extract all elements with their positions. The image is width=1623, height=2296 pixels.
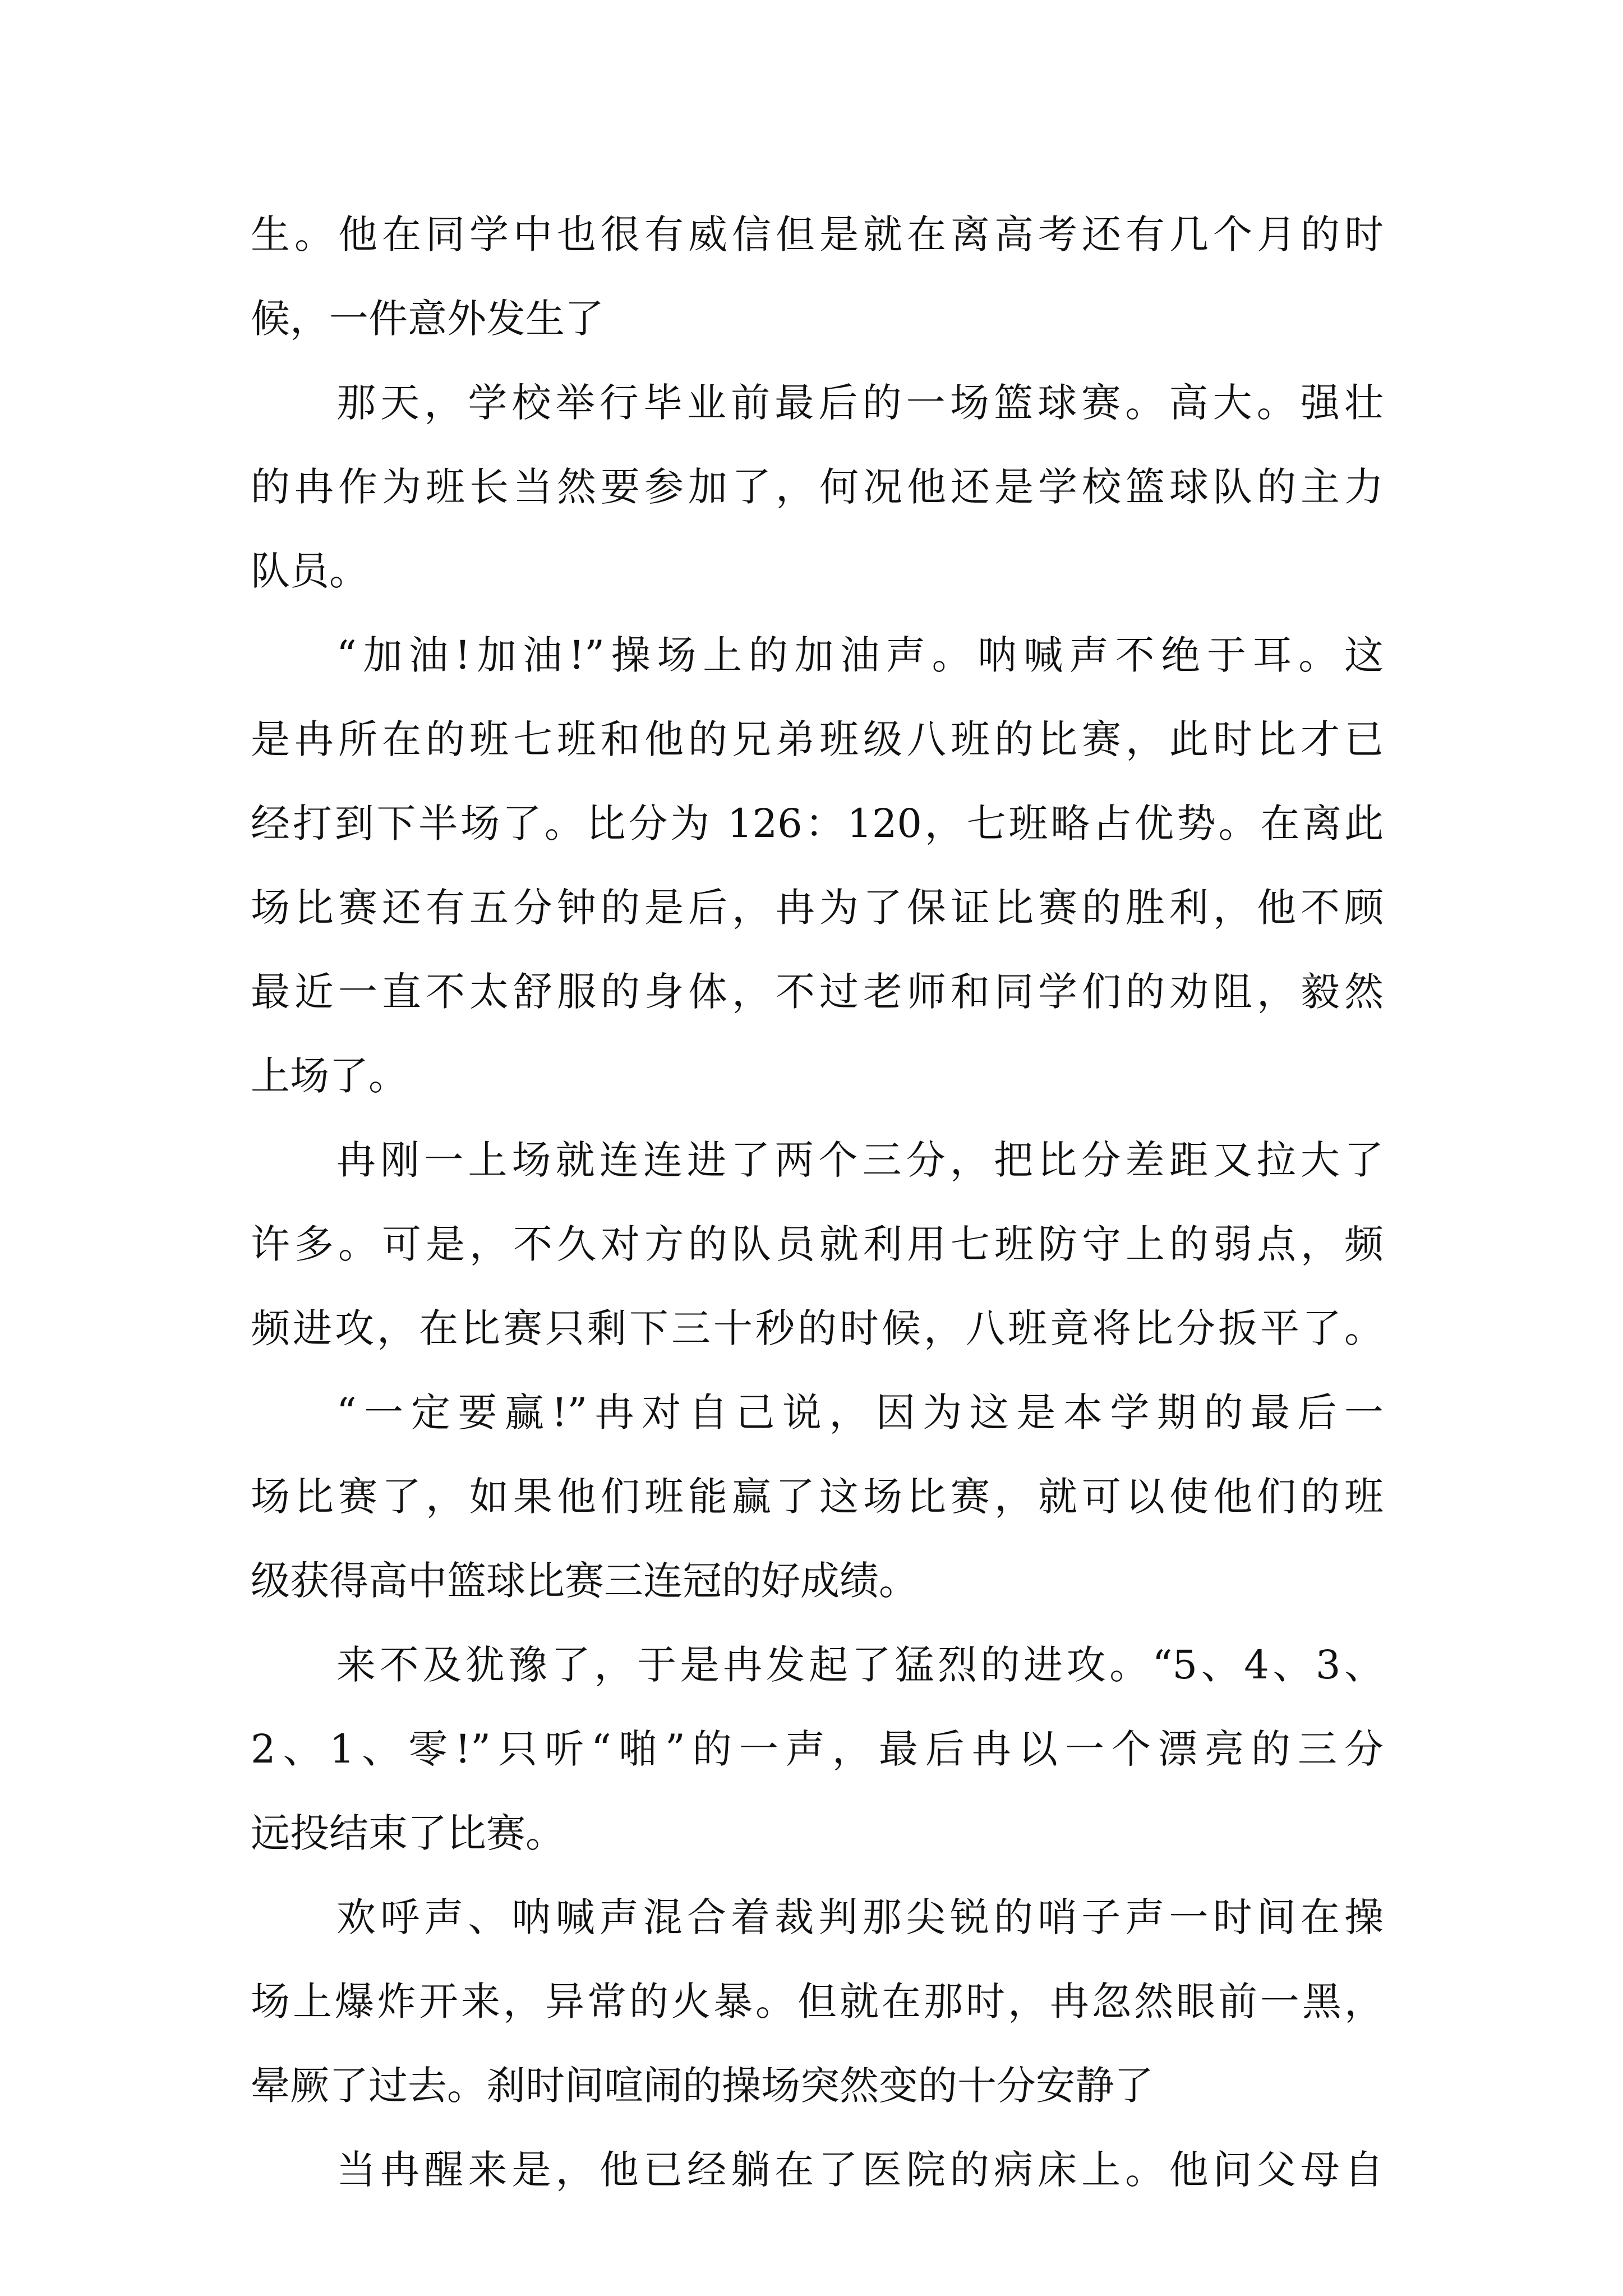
text-line: 候，一件意外发生了 bbox=[251, 296, 604, 342]
text-line: 场比赛还有五分钟的是后，冉为了保证比赛的胜利，他不顾 bbox=[251, 885, 1384, 931]
text-line: 那天，学校举行毕业前最后的一场篮球赛。高大。强壮 bbox=[336, 380, 1384, 426]
text-line: 场上爆炸开来，异常的火暴。但就在那时，冉忽然眼前一黑， bbox=[251, 1978, 1384, 2024]
text-line: 许多。可是，不久对方的队员就利用七班防守上的弱点，频 bbox=[251, 1221, 1384, 1267]
text-line: 欢呼声、呐喊声混合着裁判那尖锐的哨子声一时间在操 bbox=[336, 1894, 1384, 1940]
text-line: 是冉所在的班七班和他的兄弟班级八班的比赛，此时比才已 bbox=[251, 716, 1384, 762]
text-line: 最近一直不太舒服的身体，不过老师和同学们的劝阻，毅然 bbox=[251, 969, 1384, 1015]
text-line: 频进攻，在比赛只剩下三十秒的时候，八班竟将比分扳平了。 bbox=[251, 1305, 1384, 1351]
text-line: 当冉醒来是，他已经躺在了医院的病床上。他问父母自 bbox=[336, 2147, 1384, 2193]
text-line: 2、1、零!”只听“啪”的一声，最后冉以一个漂亮的三分 bbox=[251, 1726, 1384, 1772]
text-line: 冉刚一上场就连连进了两个三分，把比分差距又拉大了 bbox=[336, 1137, 1384, 1183]
text-line: 生。他在同学中也很有威信但是就在离高考还有几个月的时 bbox=[251, 211, 1384, 257]
text-line: 远投结束了比赛。 bbox=[251, 1810, 565, 1856]
text-line: 晕厥了过去。刹时间喧闹的操场突然变的十分安静了 bbox=[251, 2063, 1154, 2109]
text-line: 经打到下半场了。比分为 126：120，七班略占优势。在离此 bbox=[251, 800, 1384, 846]
text-line: 的冉作为班长当然要参加了，何况他还是学校篮球队的主力 bbox=[251, 464, 1384, 510]
text-line: 上场了。 bbox=[251, 1053, 408, 1099]
text-line: 来不及犹豫了，于是冉发起了猛烈的进攻。“5、4、3、 bbox=[336, 1642, 1384, 1688]
text-line: 队员。 bbox=[251, 548, 368, 594]
text-line: 场比赛了，如果他们班能赢了这场比赛，就可以使他们的班 bbox=[251, 1474, 1384, 1520]
text-line: “一定要赢!”冉对自己说，因为这是本学期的最后一 bbox=[336, 1389, 1384, 1435]
text-line: “加油!加油!”操场上的加油声。呐喊声不绝于耳。这 bbox=[336, 632, 1384, 678]
text-line: 级获得高中篮球比赛三连冠的好成绩。 bbox=[251, 1558, 918, 1604]
